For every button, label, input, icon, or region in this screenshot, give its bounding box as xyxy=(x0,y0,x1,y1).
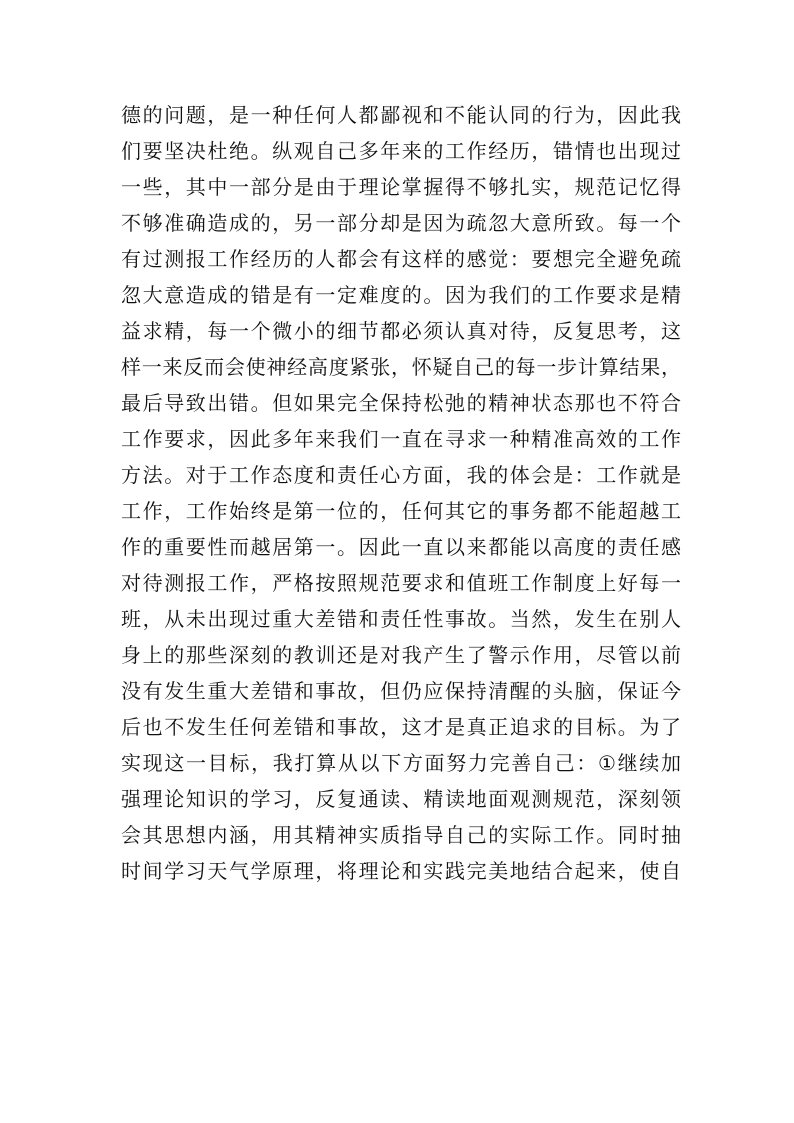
text-line: 最后导致出错。但如果完全保持松弛的精神状态那也不符合 xyxy=(121,391,681,415)
text-line: 时间学习天气学原理，将理论和实践完美地结合起来，使自 xyxy=(121,859,681,883)
text-line: 强理论知识的学习，反复通读、精读地面观测规范，深刻领 xyxy=(121,787,681,811)
text-line: 实现这一目标，我打算从以下方面努力完善自己：①继续加 xyxy=(121,751,681,775)
text-line: 方法。对于工作态度和责任心方面，我的体会是：工作就是 xyxy=(121,463,681,487)
text-line: 不够准确造成的，另一部分却是因为疏忽大意所致。每一个 xyxy=(121,211,681,235)
text-line: 们要坚决杜绝。纵观自己多年来的工作经历，错情也出现过 xyxy=(121,139,681,163)
text-line: 身上的那些深刻的教训还是对我产生了警示作用，尽管以前 xyxy=(121,643,681,667)
text-line: 没有发生重大差错和事故，但仍应保持清醒的头脑，保证今 xyxy=(121,679,681,703)
text-line: 工作，工作始终是第一位的，任何其它的事务都不能超越工 xyxy=(121,499,681,523)
text-line: 工作要求，因此多年来我们一直在寻求一种精准高效的工作 xyxy=(121,427,681,451)
text-line: 班，从未出现过重大差错和责任性事故。当然，发生在别人 xyxy=(121,607,681,631)
text-line: 一些，其中一部分是由于理论掌握得不够扎实，规范记忆得 xyxy=(121,175,681,199)
text-line: 作的重要性而越居第一。因此一直以来都能以高度的责任感 xyxy=(121,535,681,559)
text-line: 会其思想内涵，用其精神实质指导自己的实际工作。同时抽 xyxy=(121,823,681,847)
text-line: 对待测报工作，严格按照规范要求和值班工作制度上好每一 xyxy=(121,571,681,595)
text-line: 有过测报工作经历的人都会有这样的感觉：要想完全避免疏 xyxy=(121,247,681,271)
text-line: 样一来反而会使神经高度紧张，怀疑自己的每一步计算结果， xyxy=(121,355,681,379)
text-line: 后也不发生任何差错和事故，这才是真正追求的目标。为了 xyxy=(121,715,681,739)
text-line: 德的问题，是一种任何人都鄙视和不能认同的行为，因此我 xyxy=(121,103,681,127)
text-line: 益求精，每一个微小的细节都必须认真对待，反复思考，这 xyxy=(121,319,681,343)
text-line: 忽大意造成的错是有一定难度的。因为我们的工作要求是精 xyxy=(121,283,681,307)
body-text xyxy=(121,97,681,889)
